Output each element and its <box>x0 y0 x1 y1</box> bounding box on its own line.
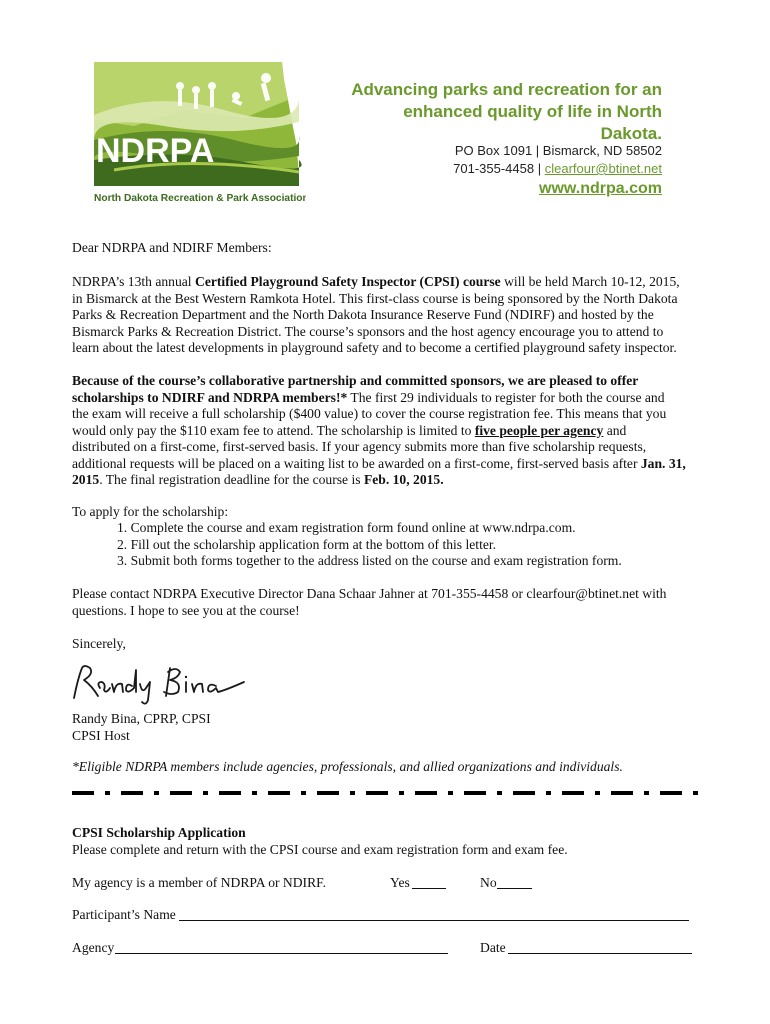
apply-steps <box>117 520 717 570</box>
scholarship-line-2: scholarships to NDIRF and NDRPA members!* The first 29 individuals to register for both the course and <box>72 389 665 405</box>
membership-row <box>72 875 712 893</box>
email-link[interactable]: clearfour@btinet.net <box>544 161 662 176</box>
ndrpa-logo <box>94 60 306 205</box>
tagline-line-1: Advancing parks and recreation for an <box>351 80 662 99</box>
participant-name-field[interactable] <box>179 907 689 921</box>
cut-line <box>72 785 700 795</box>
contact-block <box>380 142 662 178</box>
paragraph-intro <box>72 274 712 357</box>
agency-label: Agency <box>72 940 115 955</box>
form-title: CPSI Scholarship Application <box>72 825 246 840</box>
scholarship-line-6: additional requests will be placed on a waiting list to be awarded on a first-come, first-served basis after Jan. 31, <box>72 455 686 471</box>
logo-text: NDRPA <box>96 132 215 170</box>
closing: Sincerely, <box>72 636 126 651</box>
website-link[interactable]: www.ndrpa.com <box>539 180 662 197</box>
step-2: 2. Fill out the scholarship application form at the bottom of this letter. <box>117 536 497 552</box>
yes-field[interactable] <box>412 875 446 889</box>
salutation: Dear NDRPA and NDIRF Members: <box>72 240 272 255</box>
scholarship-line-7: 2015. The final registration deadline for the course is Feb. 10, 2015. <box>72 472 444 487</box>
agency-field[interactable] <box>115 940 448 954</box>
participant-row <box>72 907 712 925</box>
tagline <box>340 79 662 145</box>
form-instructions: Please complete and return with the CPSI course and exam registration form and exam fee. <box>72 841 568 857</box>
separator: | <box>537 161 542 176</box>
intro-line-1: NDRPA’s 13th annual Certified Playground Safety Inspector (CPSI) course will be held March 10-12, 2015, <box>72 274 680 289</box>
dashed-divider <box>72 788 700 798</box>
signer-block <box>72 711 211 744</box>
participant-label: Participant’s Name <box>72 907 176 922</box>
logo-subtitle: North Dakota Recreation & Park Association <box>94 193 306 204</box>
contact-line-2: questions. I hope to see you at the course! <box>72 602 300 618</box>
phone-email-line <box>380 160 662 178</box>
signer-title: CPSI Host <box>72 727 130 743</box>
yes-label: Yes <box>390 875 410 890</box>
signer-name: Randy Bina, CPRP, CPSI <box>72 711 211 726</box>
step-1: 1. Complete the course and exam registration form found online at www.ndrpa.com. <box>117 520 576 535</box>
scholarship-line-5: distributed on a first-come, first-served basis. If your agency submits more than five scholarship requests, <box>72 439 647 454</box>
apply-intro: To apply for the scholarship: <box>72 504 229 519</box>
contact-paragraph <box>72 586 712 619</box>
contact-line-1: Please contact NDRPA Executive Director Dana Schaar Jahner at 701-355-4458 or clearfour@btinet.net with <box>72 586 667 601</box>
paragraph-scholarship <box>72 373 712 489</box>
signature <box>68 660 248 706</box>
agency-row <box>72 940 712 958</box>
membership-question: My agency is a member of NDRPA or NDIRF. <box>72 875 327 890</box>
no-label: No <box>480 875 497 890</box>
form-header <box>72 825 568 858</box>
intro-line-2: in Bismarck at the Best Western Ramkota Hotel. This first-class course is being sponsored by the North Dakota <box>72 290 678 306</box>
north-dakota-map-graphic <box>94 60 306 205</box>
date-label: Date <box>480 940 506 955</box>
mailing-address: PO Box 1091 | Bismarck, ND 58502 <box>454 143 662 158</box>
step-3: 3. Submit both forms together to the address listed on the course and exam registration form. <box>117 553 622 568</box>
no-field[interactable] <box>497 875 532 889</box>
signature-graphic <box>68 660 248 706</box>
phone-number: 701-355-4458 <box>453 161 535 176</box>
scholarship-line-1: Because of the course’s collaborative partnership and committed sponsors, we are pleased to offer <box>72 373 639 388</box>
intro-line-4: Bismarck Parks & Recreation District. The course’s sponsors and the host agency encourage you to attend to <box>72 323 664 339</box>
intro-line-3: Parks & Recreation Department and the North Dakota Insurance Reserve Fund (NDIRF) and hosted by the <box>72 307 654 322</box>
scholarship-line-4: would only pay the $110 exam fee to attend. The scholarship is limited to five people per agency and <box>72 422 627 438</box>
intro-line-5: learn about the latest developments in playground safety and to become a certified playground safety inspector. <box>72 340 677 355</box>
date-field[interactable] <box>508 940 692 954</box>
footnote: *Eligible NDRPA members include agencies, professionals, and allied organizations and individuals. <box>72 759 623 774</box>
scholarship-line-3: the exam will receive a full scholarship ($400 value) to cover the course registration fee. This means that you <box>72 406 667 421</box>
tagline-line-2: enhanced quality of life in North Dakota. <box>403 102 662 143</box>
